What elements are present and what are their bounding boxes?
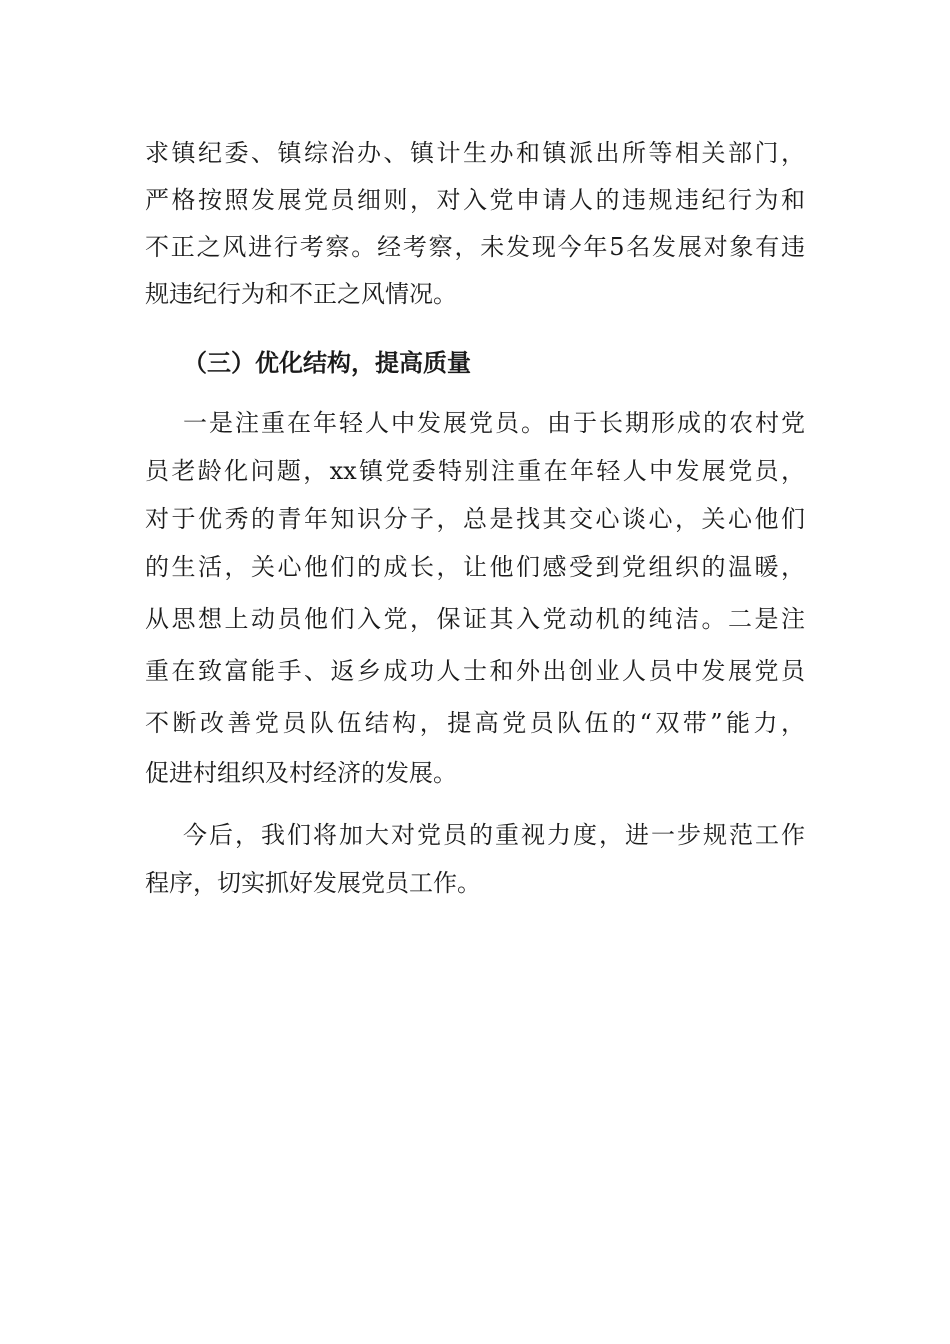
paragraph-line: 员老龄化问题，xx镇党委特别注重在年轻人中发展党员， [145, 457, 805, 485]
paragraph-line: 不断改善党员队伍结构，提高党员队伍的“双带”能力， [145, 709, 805, 737]
paragraph-line: 一是注重在年轻人中发展党员。由于长期形成的农村党 [183, 409, 805, 437]
paragraph-line: 求镇纪委、镇综治办、镇计生办和镇派出所等相关部门， [145, 139, 805, 167]
section-heading: （三）优化结构，提高质量 [183, 348, 471, 377]
paragraph-line: 今后，我们将加大对党员的重视力度，进一步规范工作 [183, 821, 805, 849]
paragraph-line: 不正之风进行考察。经考察，未发现今年5名发展对象有违 [145, 233, 805, 261]
paragraph-line: 促进村组织及村经济的发展。 [145, 759, 457, 787]
paragraph-line: 对于优秀的青年知识分子，总是找其交心谈心，关心他们 [145, 505, 805, 533]
paragraph-line: 规违纪行为和不正之风情况。 [145, 280, 457, 308]
paragraph-line: 重在致富能手、返乡成功人士和外出创业人员中发展党员 [145, 657, 805, 685]
paragraph-line: 程序，切实抓好发展党员工作。 [145, 869, 481, 897]
paragraph-line: 从思想上动员他们入党，保证其入党动机的纯洁。二是注 [145, 605, 805, 633]
paragraph-line: 的生活，关心他们的成长，让他们感受到党组织的温暖， [145, 553, 805, 581]
paragraph-line: 严格按照发展党员细则，对入党申请人的违规违纪行为和 [145, 186, 805, 214]
